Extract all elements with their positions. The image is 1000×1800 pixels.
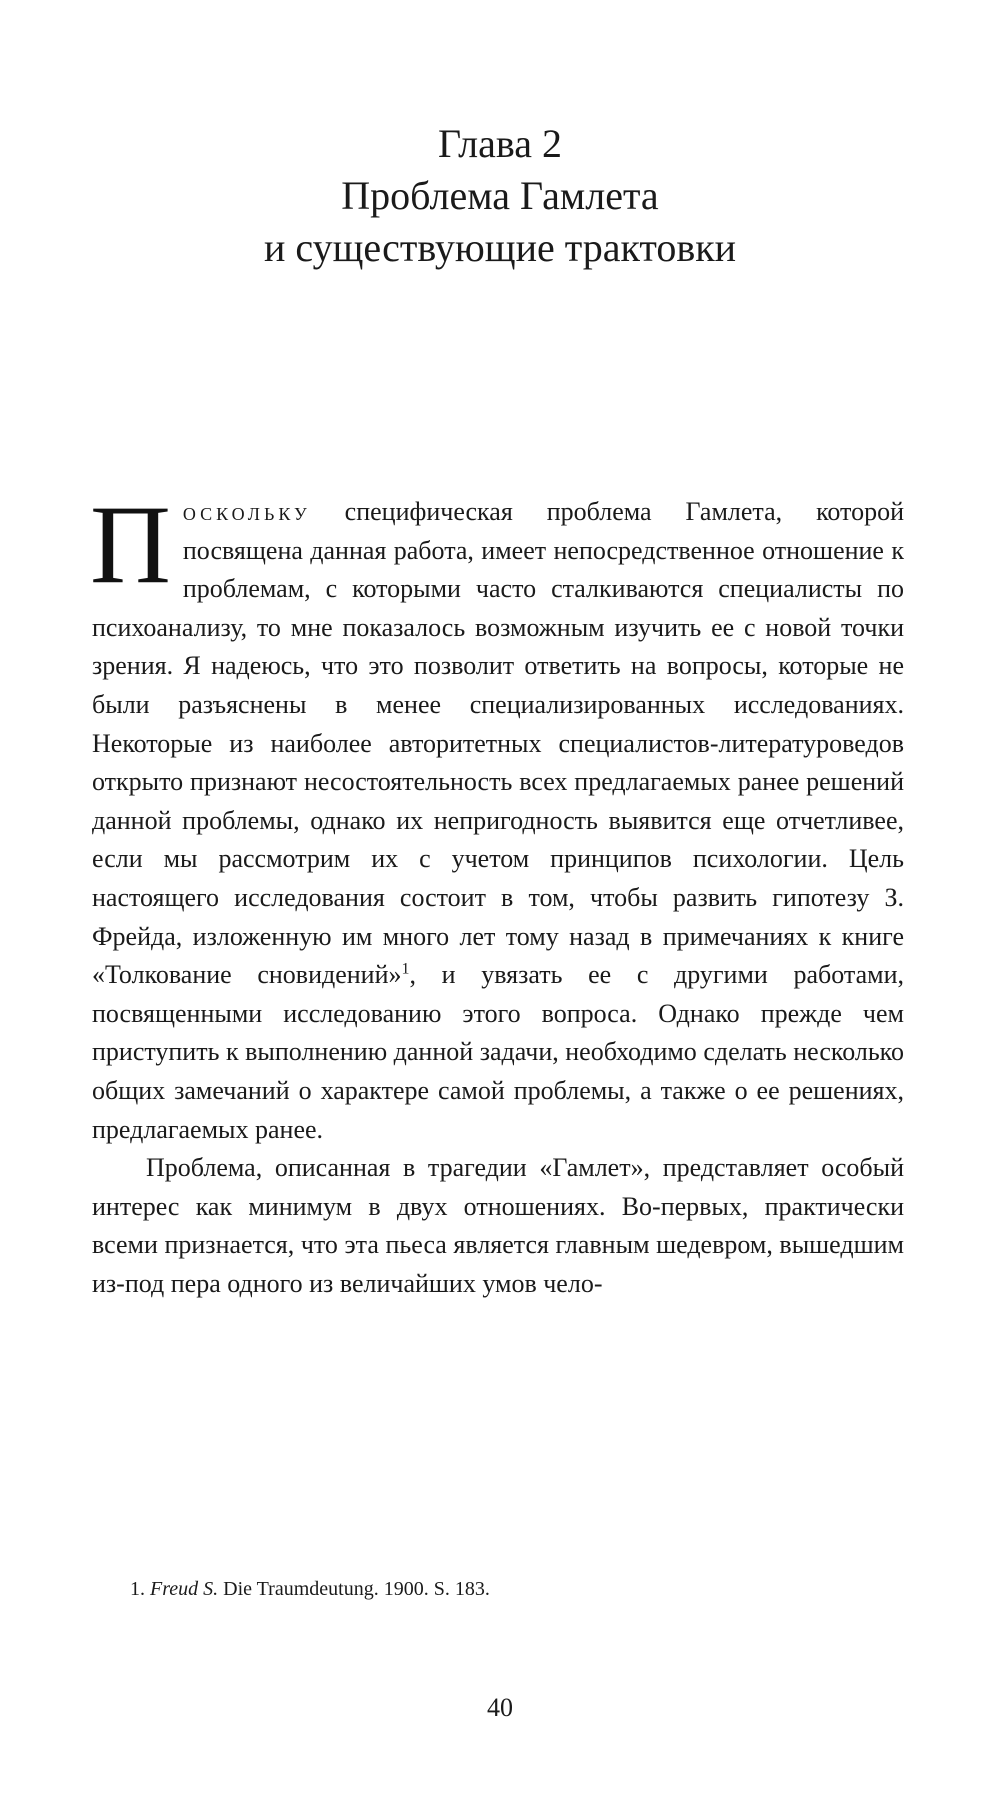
paragraph-1 [90,483,904,1149]
paragraph-1-text-a: специфическая проблема Гамлета, которой посвящена данная работа, имеет непосредственное отношение к проблемам, с которыми часто сталкиваются специалисты по психоанализу, то мне показалось возможным изучить ее с новой точки зрения. Я надеюсь, что это позволит ответить на вопросы, которые не были разъяснены в менее специализированных исследованиях. Некоторые из наиболее авторитетных специалистов-литературоведов открыто признают несостоятельность всех предлагаемых ранее решений данной проблемы, однако их непригодность выявится еще отчетливее, если мы рассмотрим их с учетом принципов психологии. Цель настоящего исследования состоит в том, чтобы развить гипотезу З. Фрейда, изложенную им много лет тому назад в примечаниях к книге «Толкование сновидений» [92,497,904,990]
body-text [90,483,904,1303]
footnote-author: Freud S. [150,1578,219,1600]
chapter-heading [0,118,1000,274]
chapter-title-line-2: и существующие трактовки [263,225,737,270]
lead-in-word: оскольку [182,497,311,526]
drop-cap: П [90,483,171,607]
footnote [130,1575,910,1603]
footnote-number: 1. [130,1578,145,1600]
footnote-reference-text: Die Traumdeutung. 1900. S. 183. [223,1578,490,1600]
chapter-label: Глава 2 [438,121,562,166]
chapter-title-line-1: Проблема Гамлета [341,173,659,218]
paragraph-2: Проблема, описанная в трагедии «Гамлет», представляет особый интерес как минимум в двух отношениях. Во-первых, практически всеми признается, что эта пьеса является главным шедевром, вышедшим из-под пера одного из величайших умов чело- [92,1153,904,1298]
footnote-reference[interactable]: 1 [401,960,410,978]
paragraph-1-text-b: , и увязать ее с другими работами, посвященными исследованию этого вопроса. Однако прежде чем приступить к выполнению данной задачи, необходимо сделать несколько общих замечаний о характере самой проблемы, а также о ее решениях, предлагаемых ранее. [92,960,904,1144]
page-number: 40 [487,1693,513,1722]
